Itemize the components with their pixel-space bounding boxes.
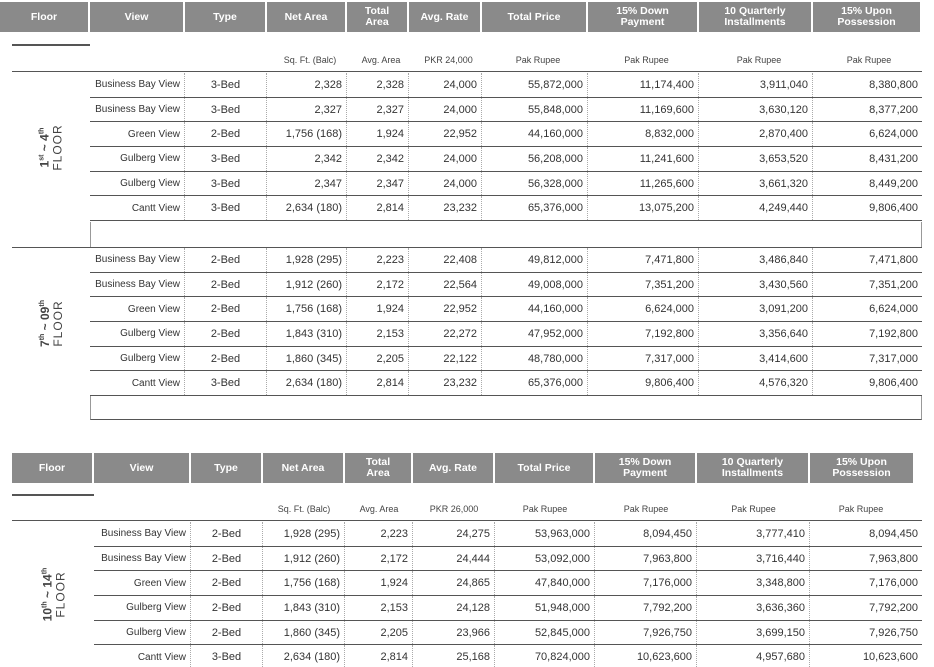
cell-total-area: 2,153 [347, 322, 409, 346]
cell-installments: 3,661,320 [699, 172, 813, 196]
cell-total-price: 48,780,000 [482, 347, 588, 371]
cell-down-payment: 7,792,200 [595, 596, 697, 620]
cell-total-price: 44,160,000 [482, 297, 588, 321]
table-row [90, 172, 922, 197]
cell-net-area: 1,860 (345) [267, 347, 347, 371]
cell-avg-rate: 24,444 [413, 547, 495, 571]
header-possession: 15% Upon Possession [810, 453, 913, 483]
table-row [90, 98, 922, 123]
cell-down-payment: 7,317,000 [588, 347, 699, 371]
cell-net-area: 1,912 (260) [267, 273, 347, 297]
header-net-area: Net Area [263, 453, 345, 483]
group1-rows [90, 73, 922, 221]
cell-view: Business Bay View [90, 73, 185, 97]
cell-installments: 3,430,560 [699, 273, 813, 297]
table-row [94, 621, 922, 646]
header-type: Type [185, 2, 267, 32]
cell-type: 3-Bed [185, 371, 267, 395]
cell-net-area: 2,342 [267, 147, 347, 171]
cell-down-payment: 11,265,600 [588, 172, 699, 196]
cell-installments: 3,699,150 [697, 621, 810, 645]
cell-avg-rate: 24,000 [409, 73, 482, 97]
table-row [94, 596, 922, 621]
cell-down-payment: 7,351,200 [588, 273, 699, 297]
cell-total-area: 2,814 [347, 371, 409, 395]
cell-view: Business Bay View [90, 98, 185, 122]
subheader-total-area: Avg. Area [361, 55, 401, 65]
header-view: View [90, 2, 185, 32]
table2-subheader [263, 504, 922, 514]
subheader-rate: PKR 26,000 [429, 504, 479, 514]
table-row [90, 248, 922, 273]
cell-view: Business Bay View [94, 522, 191, 546]
cell-installments: 4,249,440 [699, 196, 813, 220]
cell-net-area: 1,756 (168) [263, 571, 345, 595]
cell-total-area: 1,924 [347, 297, 409, 321]
cell-net-area: 1,756 (168) [267, 122, 347, 146]
cell-net-area: 2,634 (180) [267, 371, 347, 395]
cell-possession: 8,377,200 [869, 103, 918, 116]
cell-type: 2-Bed [191, 571, 263, 595]
cell-type: 3-Bed [185, 73, 267, 97]
table-row [90, 371, 922, 396]
cell-total-area: 1,924 [347, 122, 409, 146]
cell-view: Cantt View [90, 196, 185, 220]
group3-rows [94, 522, 922, 667]
cell-possession: 8,094,450 [869, 527, 918, 540]
cell-total-area: 2,153 [345, 596, 413, 620]
cell-view: Green View [90, 297, 185, 321]
cell-type: 2-Bed [191, 596, 263, 620]
cell-type: 2-Bed [191, 522, 263, 546]
cell-installments: 3,653,520 [699, 147, 813, 171]
cell-installments: 3,486,840 [699, 248, 813, 272]
table-row [94, 522, 922, 547]
cell-down-payment: 8,094,450 [595, 522, 697, 546]
cell-avg-rate: 22,952 [409, 297, 482, 321]
table-row [90, 196, 922, 221]
header-total-price: Total Price [482, 2, 588, 32]
subheader-install: Pak Rupee [736, 55, 782, 65]
cell-avg-rate: 25,168 [413, 645, 495, 667]
cell-total-area: 2,205 [345, 621, 413, 645]
table-row [94, 645, 922, 667]
cell-installments: 3,630,120 [699, 98, 813, 122]
cell-avg-rate: 22,272 [409, 322, 482, 346]
cell-view: Gulberg View [90, 147, 185, 171]
cell-avg-rate: 24,865 [413, 571, 495, 595]
cell-down-payment: 7,176,000 [595, 571, 697, 595]
header-installments: 10 Quarterly Installments [697, 453, 810, 483]
cell-possession: 9,806,400 [869, 377, 918, 390]
cell-installments: 3,414,600 [699, 347, 813, 371]
cell-possession: 7,351,200 [869, 278, 918, 291]
subheader-possession: Pak Rupee [846, 55, 892, 65]
cell-avg-rate: 24,000 [409, 147, 482, 171]
cell-installments: 3,716,440 [697, 547, 810, 571]
cell-net-area: 1,860 (345) [263, 621, 345, 645]
cell-type: 3-Bed [185, 147, 267, 171]
spacer-box [90, 396, 922, 420]
cell-net-area: 1,843 (310) [263, 596, 345, 620]
group2-rows [90, 248, 922, 396]
header-floor: Floor [12, 453, 94, 483]
cell-view: Business Bay View [90, 273, 185, 297]
cell-avg-rate: 23,232 [409, 371, 482, 395]
cell-installments: 3,348,800 [697, 571, 810, 595]
header-down-payment: 15% Down Payment [595, 453, 697, 483]
table-row [90, 347, 922, 372]
cell-possession: 7,317,000 [869, 352, 918, 365]
floor-rule [12, 44, 90, 46]
cell-installments: 3,911,040 [699, 73, 813, 97]
table-row [90, 147, 922, 172]
cell-total-area: 2,814 [347, 196, 409, 220]
cell-down-payment: 6,624,000 [588, 297, 699, 321]
cell-total-price: 55,848,000 [482, 98, 588, 122]
cell-total-price: 56,328,000 [482, 172, 588, 196]
cell-net-area: 1,912 (260) [263, 547, 345, 571]
cell-type: 3-Bed [185, 98, 267, 122]
cell-view: Green View [90, 122, 185, 146]
header-avg-rate: Avg. Rate [409, 2, 482, 32]
subheader-price: Pak Rupee [522, 504, 568, 514]
cell-installments: 2,870,400 [699, 122, 813, 146]
cell-total-price: 51,948,000 [495, 596, 595, 620]
cell-total-area: 2,172 [347, 273, 409, 297]
cell-type: 2-Bed [185, 122, 267, 146]
subheader-net-area: Sq. Ft. (Balc) [283, 55, 337, 65]
cell-net-area: 2,634 (180) [267, 196, 347, 220]
cell-total-area: 2,223 [345, 522, 413, 546]
cell-net-area: 2,328 [267, 73, 347, 97]
floor-label-1-4: 1st ~ 4th FLOOR [37, 123, 65, 171]
spacer-box [90, 222, 922, 248]
cell-total-price: 56,208,000 [482, 147, 588, 171]
cell-avg-rate: 22,564 [409, 273, 482, 297]
cell-total-area: 2,327 [347, 98, 409, 122]
floor-label-10-14: 10th ~ 14th FLOOR [40, 567, 68, 621]
cell-down-payment: 7,963,800 [595, 547, 697, 571]
cell-net-area: 2,634 (180) [263, 645, 345, 667]
cell-possession: 6,624,000 [869, 128, 918, 141]
cell-total-price: 47,952,000 [482, 322, 588, 346]
cell-total-area: 2,814 [345, 645, 413, 667]
cell-net-area: 1,756 (168) [267, 297, 347, 321]
header-type: Type [191, 453, 263, 483]
header-total-area: Total Area [347, 2, 409, 32]
cell-total-price: 49,008,000 [482, 273, 588, 297]
cell-down-payment: 11,241,600 [588, 147, 699, 171]
cell-avg-rate: 24,000 [409, 98, 482, 122]
cell-type: 3-Bed [185, 172, 267, 196]
table2-header [12, 453, 922, 483]
cell-down-payment: 11,169,600 [588, 98, 699, 122]
cell-type: 2-Bed [185, 248, 267, 272]
cell-avg-rate: 22,408 [409, 248, 482, 272]
cell-installments: 3,777,410 [697, 522, 810, 546]
cell-down-payment: 11,174,400 [588, 73, 699, 97]
cell-down-payment: 9,806,400 [588, 371, 699, 395]
cell-down-payment: 7,192,800 [588, 322, 699, 346]
cell-view: Gulberg View [90, 172, 185, 196]
cell-view: Business Bay View [90, 248, 185, 272]
header-total-price: Total Price [495, 453, 595, 483]
cell-possession: 7,963,800 [869, 552, 918, 565]
cell-total-price: 53,092,000 [495, 547, 595, 571]
cell-installments: 3,091,200 [699, 297, 813, 321]
cell-type: 2-Bed [191, 621, 263, 645]
cell-installments: 4,957,680 [697, 645, 810, 667]
cell-avg-rate: 23,966 [413, 621, 495, 645]
cell-avg-rate: 22,122 [409, 347, 482, 371]
cell-view: Gulberg View [90, 322, 185, 346]
subheader-down: Pak Rupee [624, 55, 669, 65]
cell-net-area: 2,347 [267, 172, 347, 196]
cell-possession: 7,176,000 [869, 577, 918, 590]
cell-total-area: 2,205 [347, 347, 409, 371]
header-net-area: Net Area [267, 2, 347, 32]
group-top-rule [12, 520, 922, 521]
table-row [94, 547, 922, 572]
cell-down-payment: 7,926,750 [595, 621, 697, 645]
cell-total-price: 44,160,000 [482, 122, 588, 146]
cell-down-payment: 7,471,800 [588, 248, 699, 272]
cell-total-area: 2,347 [347, 172, 409, 196]
cell-type: 2-Bed [185, 347, 267, 371]
subheader-down: Pak Rupee [623, 504, 669, 514]
cell-avg-rate: 22,952 [409, 122, 482, 146]
table-row [94, 571, 922, 596]
cell-avg-rate: 24,000 [409, 172, 482, 196]
cell-installments: 3,356,640 [699, 322, 813, 346]
cell-type: 2-Bed [191, 547, 263, 571]
cell-total-price: 53,963,000 [495, 522, 595, 546]
group-top-rule [12, 71, 922, 72]
cell-down-payment: 13,075,200 [588, 196, 699, 220]
table-row [90, 273, 922, 298]
header-total-area: Total Area [345, 453, 413, 483]
cell-view: Gulberg View [94, 621, 191, 645]
cell-possession: 8,449,200 [869, 177, 918, 190]
header-installments: 10 Quarterly Installments [699, 2, 813, 32]
floor-label-7-9: 7th ~ 09th FLOOR [37, 299, 65, 347]
table1-subheader [270, 55, 922, 65]
cell-possession: 8,431,200 [869, 152, 918, 165]
cell-possession: 7,471,800 [869, 253, 918, 266]
cell-possession: 10,623,600 [862, 651, 918, 664]
subheader-rate: PKR 24,000 [424, 55, 473, 65]
subheader-total-area: Avg. Area [359, 504, 399, 514]
cell-type: 2-Bed [185, 273, 267, 297]
cell-net-area: 1,928 (295) [263, 522, 345, 546]
cell-possession: 7,192,800 [869, 327, 918, 340]
cell-total-area: 2,172 [345, 547, 413, 571]
table-row [90, 297, 922, 322]
cell-view: Green View [94, 571, 191, 595]
subheader-price: Pak Rupee [515, 55, 561, 65]
cell-avg-rate: 23,232 [409, 196, 482, 220]
cell-possession: 7,792,200 [869, 601, 918, 614]
cell-total-price: 70,824,000 [495, 645, 595, 667]
table1-header [0, 2, 922, 32]
cell-avg-rate: 24,275 [413, 522, 495, 546]
cell-view: Gulberg View [90, 347, 185, 371]
cell-possession: 8,380,800 [869, 78, 918, 91]
cell-total-area: 2,342 [347, 147, 409, 171]
cell-type: 3-Bed [191, 645, 263, 667]
cell-down-payment: 10,623,600 [595, 645, 697, 667]
cell-net-area: 2,327 [267, 98, 347, 122]
cell-view: Gulberg View [94, 596, 191, 620]
header-view: View [94, 453, 191, 483]
cell-total-area: 1,924 [345, 571, 413, 595]
cell-possession: 6,624,000 [869, 303, 918, 316]
cell-view: Business Bay View [94, 547, 191, 571]
cell-net-area: 1,928 (295) [267, 248, 347, 272]
header-avg-rate: Avg. Rate [413, 453, 495, 483]
cell-view: Cantt View [90, 371, 185, 395]
header-possession: 15% Upon Possession [813, 2, 920, 32]
cell-total-price: 47,840,000 [495, 571, 595, 595]
cell-possession: 7,926,750 [869, 626, 918, 639]
cell-total-price: 55,872,000 [482, 73, 588, 97]
cell-total-price: 65,376,000 [482, 371, 588, 395]
cell-installments: 4,576,320 [699, 371, 813, 395]
cell-view: Cantt View [94, 645, 191, 667]
cell-down-payment: 8,832,000 [588, 122, 699, 146]
cell-avg-rate: 24,128 [413, 596, 495, 620]
cell-type: 2-Bed [185, 297, 267, 321]
subheader-possession: Pak Rupee [838, 504, 884, 514]
cell-total-area: 2,223 [347, 248, 409, 272]
floor-rule [12, 494, 94, 496]
cell-total-price: 52,845,000 [495, 621, 595, 645]
table-row [90, 322, 922, 347]
cell-type: 2-Bed [185, 322, 267, 346]
cell-total-area: 2,328 [347, 73, 409, 97]
cell-total-price: 65,376,000 [482, 196, 588, 220]
cell-type: 3-Bed [185, 196, 267, 220]
cell-net-area: 1,843 (310) [267, 322, 347, 346]
subheader-install: Pak Rupee [731, 504, 776, 514]
subheader-net-area: Sq. Ft. (Balc) [277, 504, 331, 514]
header-down-payment: 15% Down Payment [588, 2, 699, 32]
cell-installments: 3,636,360 [697, 596, 810, 620]
cell-total-price: 49,812,000 [482, 248, 588, 272]
table-row [90, 122, 922, 147]
cell-possession: 9,806,400 [869, 202, 918, 215]
table-row [90, 73, 922, 98]
header-floor: Floor [0, 2, 90, 32]
